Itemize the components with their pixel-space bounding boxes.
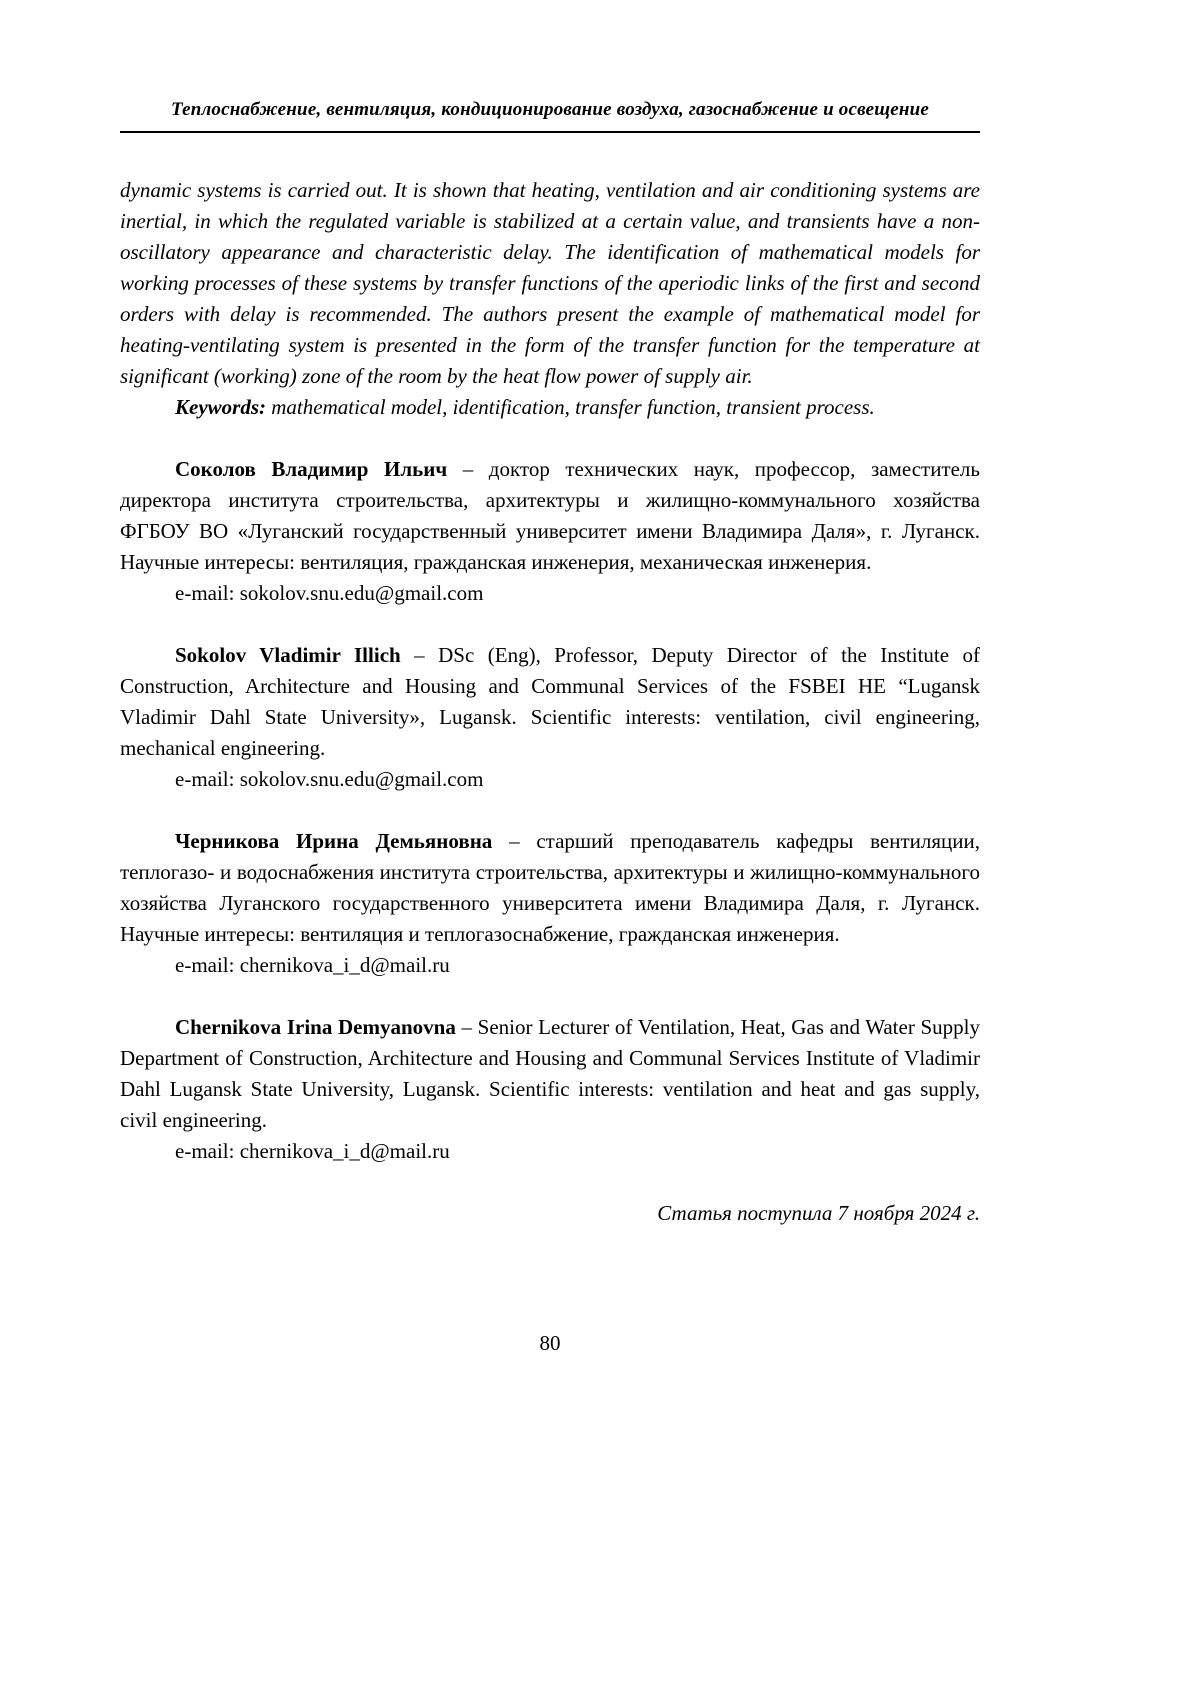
- author-email: e-mail: sokolov.snu.edu@gmail.com: [175, 580, 484, 605]
- author-email: e-mail: chernikova_i_d@mail.ru: [175, 952, 450, 977]
- author-bio-text: – доктор технических наук, профессор, заместитель директора института строительства, архитектуры и жилищно-коммунального хозяйства ФГБОУ ВО «Луганский государственный университет имени Владимира Даля», г. Луганск. Научные интересы: вентиляция, гражданская инженерия, механическая инженерия.: [120, 456, 980, 574]
- author-bio-text: – старший преподаватель кафедры вентиляции, теплогазо- и водоснабжения института строительства, архитектуры и жилищно-коммунального хозяйства Луганского государственного университета имени Владимира Даля, г. Луганск. Научные интересы: вентиляция и теплогазоснабжение, гражданская инженерия.: [120, 828, 981, 946]
- author-email: e-mail: sokolov.snu.edu@gmail.com: [175, 766, 484, 791]
- page-number: 80: [539, 1330, 561, 1355]
- author-bio-ru-chernikova: [120, 826, 980, 950]
- keywords-label: Keywords:: [175, 394, 266, 419]
- running-title: Теплоснабжение, вентиляция, кондиционирование воздуха, газоснабжение и освещение: [170, 99, 930, 120]
- keywords-text: mathematical model, identification, transfer function, transient process.: [271, 394, 875, 419]
- author-bio-en-sokolov: [120, 640, 980, 764]
- author-name: Chernikova Irina Demyanovna: [175, 1014, 456, 1039]
- keywords-line: [120, 392, 980, 423]
- article-received-note: Статья поступила 7 ноября 2024 г.: [657, 1200, 980, 1225]
- abstract-text: dynamic systems is carried out. It is shown that heating, ventilation and air conditioning systems are inertial, in which the regulated variable is stabilized at a certain value, and transients have a non-oscillatory appearance and characteristic delay. The identification of mathematical models for working processes of these systems by transfer functions of the aperiodic links of the first and second orders with delay is recommended. The authors present the example of mathematical model for heating-ventilating system is presented in the form of the transfer function for the temperature at significant (working) zone of the room by the heat flow power of supply air.: [120, 177, 980, 388]
- author-name: Соколов Владимир Ильич: [175, 456, 448, 481]
- author-email: e-mail: chernikova_i_d@mail.ru: [175, 1138, 450, 1163]
- author-name: Черникова Ирина Демьяновна: [175, 828, 493, 853]
- page-header: [120, 98, 980, 133]
- author-bio-text: – Senior Lecturer of Ventilation, Heat, Gas and Water Supply Department of Construction, Architecture and Housing and Communal Services Institute of Vladimir Dahl Lugansk State University, Lugansk. Scientific interests: ventilation and heat and gas supply, civil engineering.: [120, 1014, 981, 1132]
- header-rule: [120, 131, 980, 133]
- author-bio-ru-sokolov: [120, 454, 980, 578]
- author-bio-text: – DSc (Eng), Professor, Deputy Director of the Institute of Construction, Architecture and Housing and Communal Services of the FSBEI HE “Lugansk Vladimir Dahl State University», Lugansk. Scientific interests: ventilation, civil engineering, mechanical engineering.: [120, 642, 981, 760]
- author-bio-en-chernikova: [120, 1012, 980, 1136]
- author-name: Sokolov Vladimir Illich: [175, 642, 401, 667]
